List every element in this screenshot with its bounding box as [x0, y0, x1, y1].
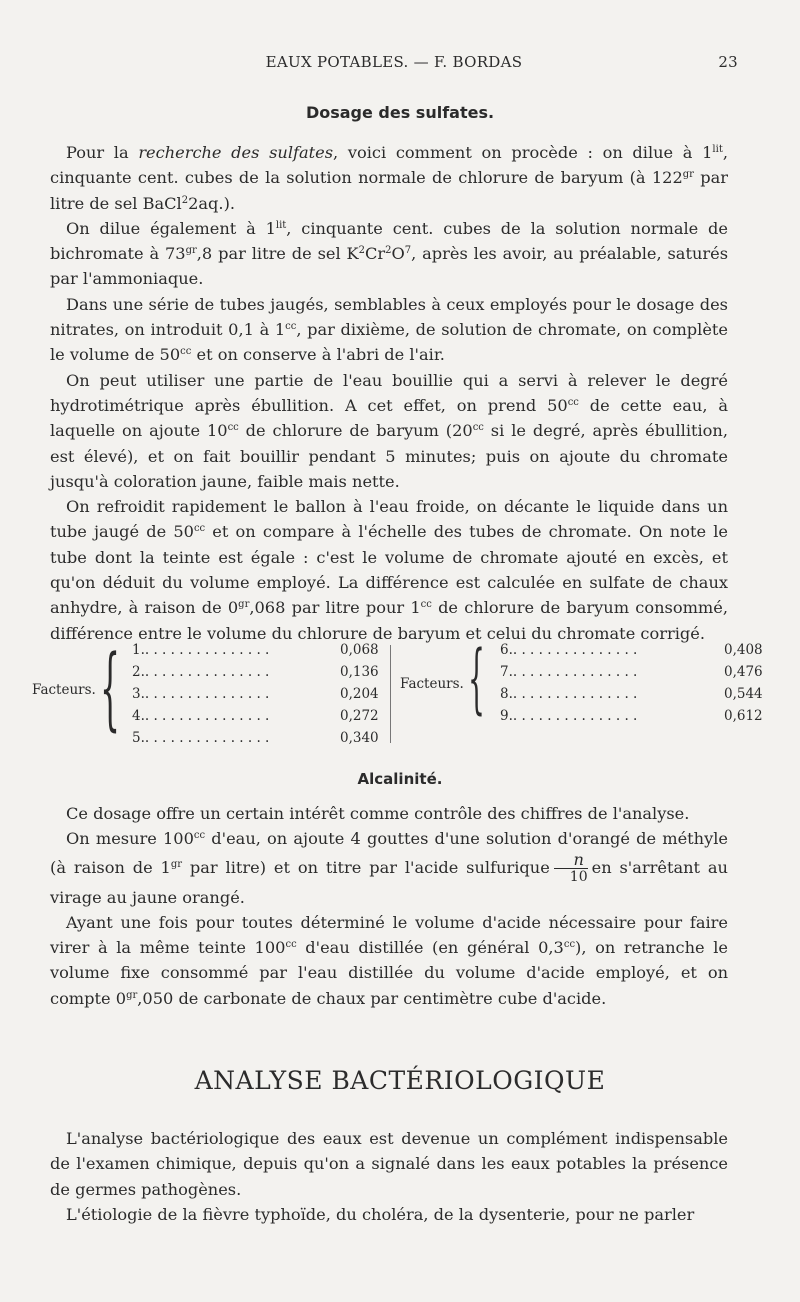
paragraph: On peut utiliser une partie de l'eau bouillie qui a servi à relever le degré hydrotimétrique après ébullition. A cet effet, on prend $50^{cc}$ de cette eau, à laquelle on ajoute $10^{cc}$ de chlorure de baryum ($20^{cc}$ si le degré, après ébullition, est élevé), et on fait bouillir pendant 5 minutes; puis on ajoute du chromate jusqu'à coloration jaune, faible mais nette. — [50, 370, 728, 491]
paragraph: On dilue également à $1^{lit}$, cinquante cent. cubes de la solution normale de bichromate à $73^{gr},8$ par litre de sel $K^2Cr^2O^7$, après les avoir, au préalable, saturés par l'ammoniaque. — [50, 218, 729, 289]
section-title-sulfates: Dosage des sulfates. — [305, 103, 495, 122]
factor-row: 5.. . . . . . . . . . . . . . . 0,340 — [132, 730, 379, 746]
sulfates-text — [50, 140, 728, 646]
paragraph: L'analyse bactériologique des eaux est devenue un complément indispensable de l'examen chimique, depuis qu'on a signalé dans les eaux potables la présence de germes pathogènes. — [50, 1129, 728, 1199]
page-number: 23 — [718, 53, 738, 71]
fraction: $\frac{n}{10}$ — [554, 852, 588, 885]
column-divider — [390, 645, 391, 743]
factors-right-column — [400, 633, 763, 750]
factors-table — [32, 633, 763, 750]
brace-icon: { — [468, 633, 485, 722]
factor-row: 6.. . . . . . . . . . . . . . . 0,408 — [500, 642, 763, 658]
factor-row: 3.. . . . . . . . . . . . . . . 0,204 — [132, 686, 379, 702]
factor-row: 8.. . . . . . . . . . . . . . . 0,544 — [500, 686, 763, 702]
paragraph: On mesure $100^{cc}$ d'eau, on ajoute 4 gouttes d'une solution d'orangé de méthyle (à raison de $1^{gr}$ par litre) et on titre par l'acide sulfurique $\frac{n}{10}$ en s'arrêtant au virage au jaune orangé. — [50, 829, 728, 907]
section-title-bacteriologique: ANALYSE BACTÉRIOLOGIQUE — [194, 1066, 606, 1095]
paragraph: On refroidit rapidement le ballon à l'eau froide, on décante le liquide dans un tube jaugé de $50^{cc}$ et on compare à l'échelle des tubes de chromate. On note le tube dont la teinte est égale : c'est le volume de chromate ajouté en excès, et qu'on déduit du volume employé. La différence est calculée en sulfate de chaux anhydre, à raison de $0^{gr},068$ par litre pour $1^{cc}$ de chlorure de baryum consommé, différence entre le volume du chlorure de baryum et celui du chromate corrigé. — [50, 497, 728, 643]
section-title-alcalinite: Alcalinité. — [357, 770, 443, 788]
running-title: EAUX POTABLES. — F. BORDAS — [265, 53, 523, 71]
factor-row: 9.. . . . . . . . . . . . . . . 0,612 — [500, 708, 763, 724]
factors-label: Facteurs. — [400, 676, 464, 692]
factor-row: 7.. . . . . . . . . . . . . . . 0,476 — [500, 664, 763, 680]
paragraph: Ayant une fois pour toutes déterminé le volume d'acide nécessaire pour faire virer à la même teinte $100^{cc}$ d'eau distillée (en général 0,3$^{cc}$), on retranche le volume fixe consommé par l'eau distillée du volume d'acide employé, et on compte $0^{gr},050$ de carbonate de chaux par centimètre cube d'acide. — [50, 912, 728, 1008]
factors-label: Facteurs. — [32, 682, 96, 698]
paragraph: Dans une série de tubes jaugés, semblables à ceux employés pour le dosage des nitrates, on introduit 0,1 à $1^{cc}$, par dixième, de solution de chromate, on complète le volume de $50^{cc}$ et on conserve à l'abri de l'air. — [50, 294, 728, 365]
paragraph: L'étiologie de la fièvre typhoïde, du choléra, de la dysenterie, pour ne parler — [66, 1204, 695, 1224]
paragraph: Pour la recherche des sulfates, voici comment on procède : on dilue à $1^{lit}$, cinquante cent. cubes de la solution normale de chlorure de baryum (à $122^{gr}$ par litre de sel BaCl$^2$2aq.). — [50, 143, 728, 213]
alcalinite-text — [50, 801, 728, 1011]
factor-row: 2.. . . . . . . . . . . . . . . 0,136 — [132, 664, 379, 680]
running-header — [50, 53, 738, 75]
paragraph: Ce dosage offre un certain intérêt comme contrôle des chiffres de l'analyse. — [66, 804, 690, 823]
factor-row: 1.. . . . . . . . . . . . . . . 0,068 — [132, 642, 379, 658]
factors-left-column — [32, 638, 382, 750]
brace-icon: { — [100, 636, 121, 741]
bacteriologique-text — [50, 1126, 728, 1227]
factor-row: 4.. . . . . . . . . . . . . . . 0,272 — [132, 708, 379, 724]
